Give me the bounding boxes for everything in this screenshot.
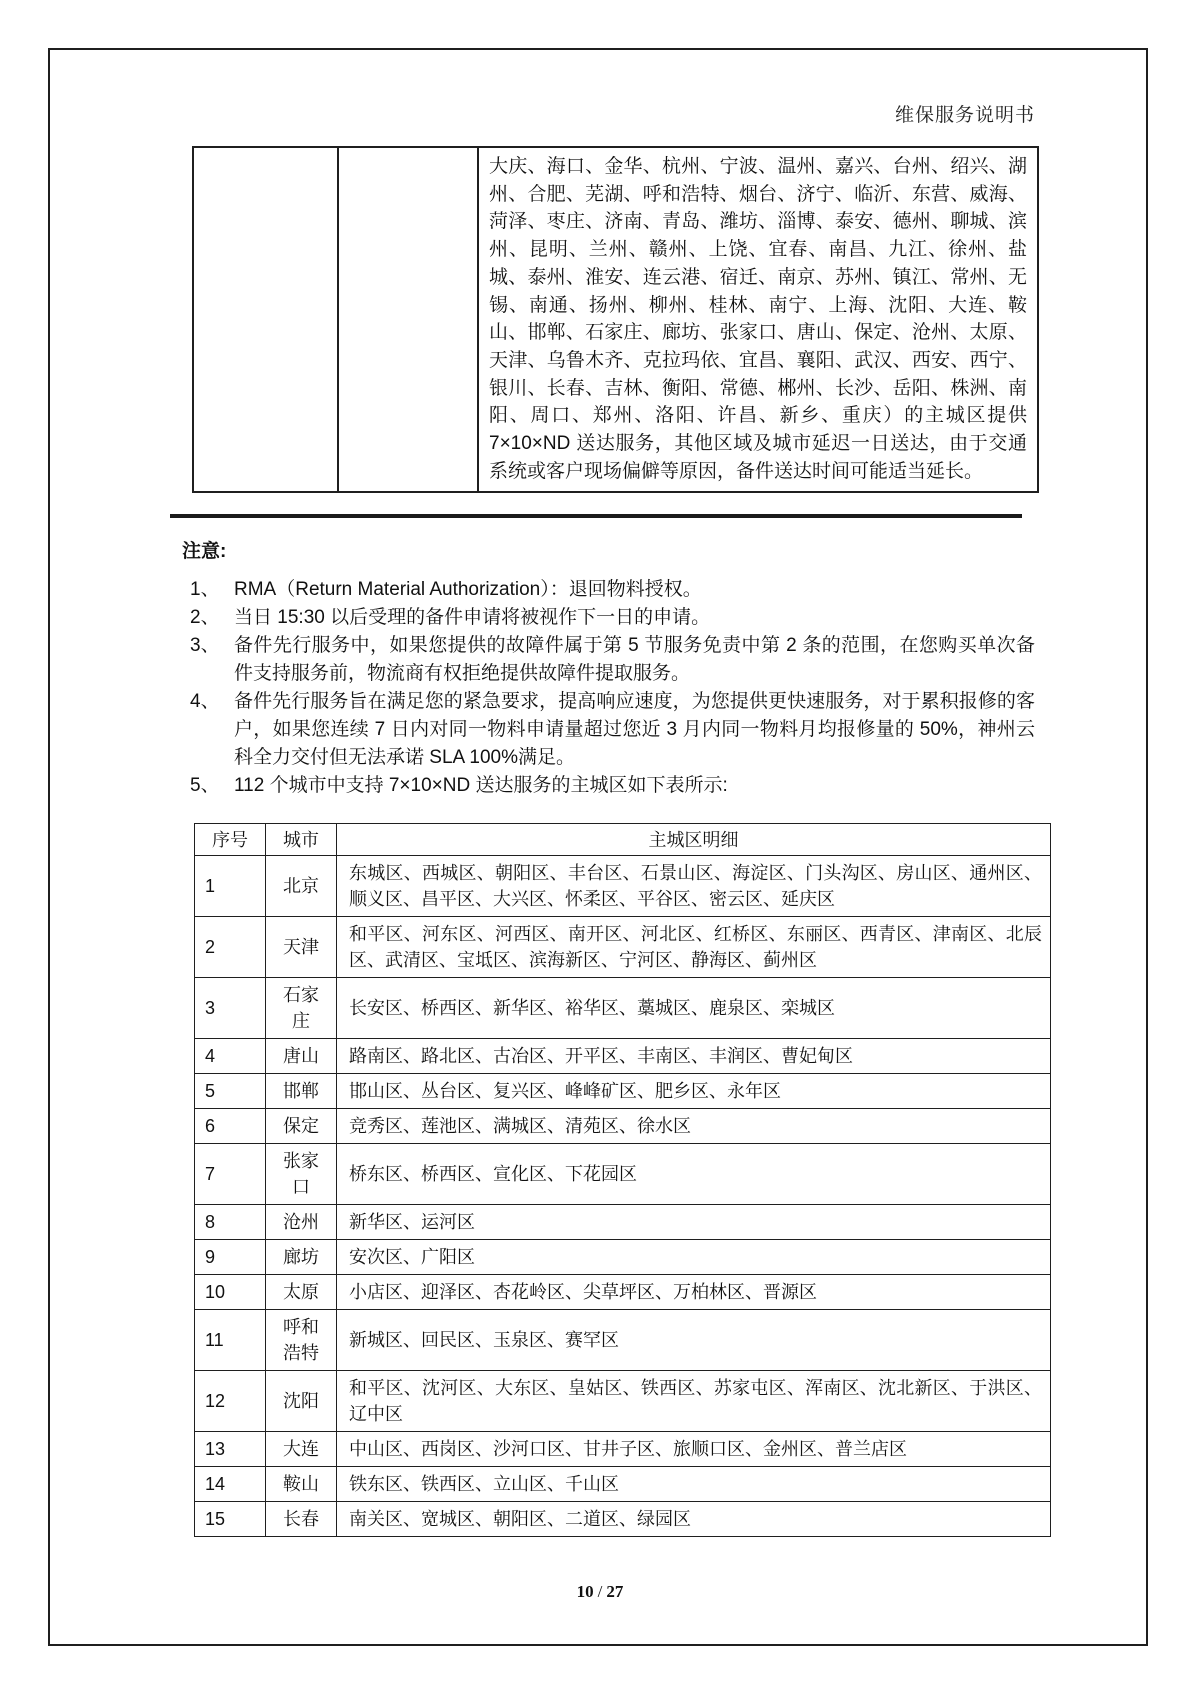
city-row-number: 1 — [195, 856, 266, 917]
empty-continuation-cell-2 — [338, 147, 478, 492]
city-districts: 路南区、路北区、古冶区、开平区、丰南区、丰润区、曹妃甸区 — [337, 1039, 1051, 1074]
city-row-number: 2 — [195, 917, 266, 978]
section-divider-rule — [170, 514, 1022, 518]
note-number: 4、 — [190, 691, 220, 712]
empty-continuation-cell-1 — [193, 147, 338, 492]
city-name: 鞍山 — [266, 1467, 337, 1502]
city-row-number: 7 — [195, 1144, 266, 1205]
table-row — [193, 147, 1038, 492]
city-name: 天津 — [266, 917, 337, 978]
note-item — [182, 604, 1035, 632]
city-row-number: 10 — [195, 1275, 266, 1310]
city-table-row — [195, 1371, 1051, 1432]
city-table-row — [195, 856, 1051, 917]
city-districts: 东城区、西城区、朝阳区、丰台区、石景山区、海淀区、门头沟区、房山区、通州区、顺义区、昌平区、大兴区、怀柔区、平谷区、密云区、延庆区 — [337, 856, 1051, 917]
note-number: 2、 — [190, 607, 220, 628]
city-table-row — [195, 1074, 1051, 1109]
city-districts: 和平区、河东区、河西区、南开区、河北区、红桥区、东丽区、西青区、津南区、北辰区、武清区、宝坻区、滨海新区、宁河区、静海区、蓟州区 — [337, 917, 1051, 978]
note-number: 1、 — [190, 579, 220, 600]
spare-parts-delivery-table — [192, 146, 1039, 493]
footer-total-pages: 27 — [606, 1582, 624, 1601]
city-table-row — [195, 1039, 1051, 1074]
city-row-number: 15 — [195, 1502, 266, 1537]
city-name: 石家庄 — [266, 978, 337, 1039]
city-table-row — [195, 978, 1051, 1039]
header-city: 城市 — [266, 824, 337, 856]
city-name: 张家口 — [266, 1144, 337, 1205]
city-table-row — [195, 1502, 1051, 1537]
city-districts: 中山区、西岗区、沙河口区、甘井子区、旅顺口区、金州区、普兰店区 — [337, 1432, 1051, 1467]
city-name: 沈阳 — [266, 1371, 337, 1432]
city-name: 太原 — [266, 1275, 337, 1310]
city-districts: 铁东区、铁西区、立山区、千山区 — [337, 1467, 1051, 1502]
note-item — [182, 576, 1035, 604]
city-table-row — [195, 917, 1051, 978]
header-districts-detail: 主城区明细 — [337, 824, 1051, 856]
city-districts: 长安区、桥西区、新华区、裕华区、藁城区、鹿泉区、栾城区 — [337, 978, 1051, 1039]
city-row-number: 13 — [195, 1432, 266, 1467]
city-row-number: 4 — [195, 1039, 266, 1074]
city-table-row — [195, 1432, 1051, 1467]
city-row-number: 9 — [195, 1240, 266, 1275]
note-item — [182, 772, 1035, 800]
city-row-number: 3 — [195, 978, 266, 1039]
note-text: 当日 15:30 以后受理的备件申请将被视作下一日的申请。 — [234, 607, 711, 628]
city-table-row — [195, 1144, 1051, 1205]
city-row-number: 8 — [195, 1205, 266, 1240]
city-table-row — [195, 1310, 1051, 1371]
note-text: 112 个城市中支持 7×10×ND 送达服务的主城区如下表所示: — [234, 775, 728, 796]
city-districts: 小店区、迎泽区、杏花岭区、尖草坪区、万柏林区、晋源区 — [337, 1275, 1051, 1310]
notes-title: 注意: — [182, 541, 227, 562]
city-table-row — [195, 1205, 1051, 1240]
footer-current-page: 10 — [576, 1582, 594, 1601]
city-districts: 安次区、广阳区 — [337, 1240, 1051, 1275]
city-name: 长春 — [266, 1502, 337, 1537]
note-text: RMA（Return Material Authorization）：退回物料授权。 — [234, 579, 702, 600]
header-serial-number: 序号 — [195, 824, 266, 856]
city-districts-table — [194, 823, 1051, 1537]
footer-separator: / — [597, 1582, 603, 1601]
city-name: 保定 — [266, 1109, 337, 1144]
city-districts: 邯山区、丛台区、复兴区、峰峰矿区、肥乡区、永年区 — [337, 1074, 1051, 1109]
city-table-row — [195, 1240, 1051, 1275]
city-table-header-row — [195, 824, 1051, 856]
city-name: 邯郸 — [266, 1074, 337, 1109]
city-name: 唐山 — [266, 1039, 337, 1074]
note-item — [182, 632, 1035, 688]
city-row-number: 6 — [195, 1109, 266, 1144]
city-districts: 桥东区、桥西区、宣化区、下花园区 — [337, 1144, 1051, 1205]
city-row-number: 14 — [195, 1467, 266, 1502]
city-row-number: 12 — [195, 1371, 266, 1432]
city-districts: 和平区、沈河区、大东区、皇姑区、铁西区、苏家屯区、浑南区、沈北新区、于洪区、辽中区 — [337, 1371, 1051, 1432]
note-item — [182, 688, 1035, 772]
city-row-number: 11 — [195, 1310, 266, 1371]
note-number: 5、 — [190, 775, 220, 796]
document-header-title: 维保服务说明书 — [894, 105, 1035, 126]
note-number: 3、 — [190, 635, 220, 656]
note-text: 备件先行服务中，如果您提供的故障件属于第 5 节服务免责中第 2 条的范围，在您购买单次备件支持服务前，物流商有权拒绝提供故障件提取服务。 — [234, 635, 1035, 684]
city-districts: 新华区、运河区 — [337, 1205, 1051, 1240]
city-districts: 新城区、回民区、玉泉区、赛罕区 — [337, 1310, 1051, 1371]
city-name: 北京 — [266, 856, 337, 917]
city-table-row — [195, 1109, 1051, 1144]
page-footer — [0, 1582, 1200, 1602]
city-row-number: 5 — [195, 1074, 266, 1109]
city-name: 廊坊 — [266, 1240, 337, 1275]
city-name: 呼和浩特 — [266, 1310, 337, 1371]
city-table-row — [195, 1467, 1051, 1502]
city-table-row — [195, 1275, 1051, 1310]
note-text: 备件先行服务旨在满足您的紧急要求，提高响应速度，为您提供更快速服务，对于累积报修的客户，如果您连续 7 日内对同一物料申请量超过您近 3 月内同一物料月均报修量的 50%，神州云科全力交付但无法承诺 SLA 100%满足。 — [234, 691, 1035, 768]
city-name: 沧州 — [266, 1205, 337, 1240]
notes-section — [182, 540, 1035, 800]
city-districts: 南关区、宽城区、朝阳区、二道区、绿园区 — [337, 1502, 1051, 1537]
city-name: 大连 — [266, 1432, 337, 1467]
delivery-cities-cell: 大庆、海口、金华、杭州、宁波、温州、嘉兴、台州、绍兴、湖州、合肥、芜湖、呼和浩特、烟台、济宁、临沂、东营、威海、菏泽、枣庄、济南、青岛、潍坊、淄博、泰安、德州、聊城、滨州、昆明、兰州、赣州、上饶、宜春、南昌、九江、徐州、盐城、泰州、淮安、连云港、宿迁、南京、苏州、镇江、常州、无锡、南通、扬州、柳州、桂林、南宁、上海、沈阳、大连、鞍山、邯郸、石家庄、廊坊、张家口、唐山、保定、沧州、太原、天津、乌鲁木齐、克拉玛依、宜昌、襄阳、武汉、西安、西宁、银川、长春、吉林、衡阳、常德、郴州、长沙、岳阳、株洲、南阳、周口、郑州、洛阳、许昌、新乡、重庆）的主城区提供 7×10×ND 送达服务，其他区域及城市延迟一日送达，由于交通系统或客户现场偏僻等原因，备件送达时间可能适当延长。 — [478, 147, 1038, 492]
city-districts: 竞秀区、莲池区、满城区、清苑区、徐水区 — [337, 1109, 1051, 1144]
